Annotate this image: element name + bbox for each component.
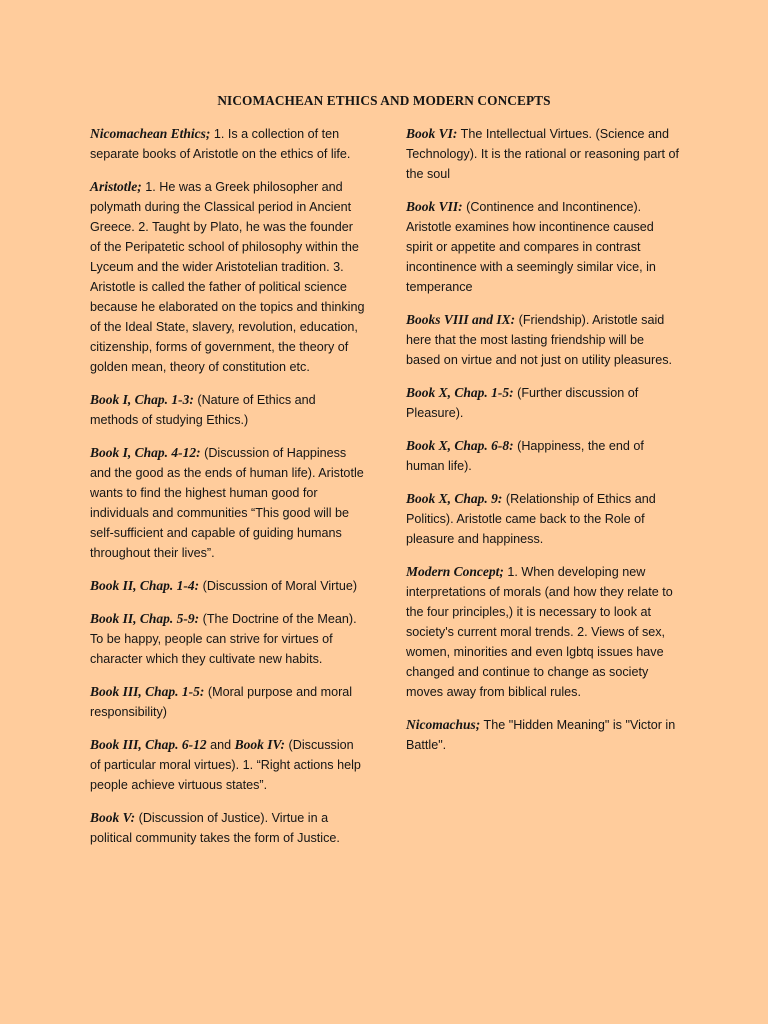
entry-text: (Continence and Incontinence). Aristotle examines how incontinence caused spirit or appetite and compares in contrast incontinence with a seemingly similar vice, in temperance xyxy=(406,200,656,294)
entry-text: 1. When developing new interpretations of morals (and how they relate to the four principles,) it is necessary to look at society's current moral trends. 2. Views of sex, women, minorities and even lgbtq issues have changed and continue to change as society moves away from biblical rules. xyxy=(406,565,673,699)
entry-book-1-chap-1-3 xyxy=(90,390,365,430)
entry-books-8-and-9 xyxy=(406,310,681,370)
entry-term: Book VI: xyxy=(406,126,458,141)
entry-term: Book II, Chap. 1-4: xyxy=(90,578,200,593)
entry-text: (Discussion of Justice). Virtue in a political community takes the form of Justice. xyxy=(90,811,340,845)
entry-term: Book V: xyxy=(90,810,136,825)
entry-modern-concept xyxy=(406,562,681,702)
entry-term: Book X, Chap. 6-8: xyxy=(406,438,514,453)
entry-book-3-chap-6-12-and-book-4 xyxy=(90,735,365,795)
entry-term: Book X, Chap. 1-5: xyxy=(406,385,514,400)
entry-text: (Nature of Ethics and methods of studying Ethics.) xyxy=(90,393,316,427)
entry-text: (Further discussion of Pleasure). xyxy=(406,386,639,420)
entry-term: Book I, Chap. 4-12: xyxy=(90,445,201,460)
entry-term: Book VII: xyxy=(406,199,463,214)
entry-aristotle xyxy=(90,177,365,377)
entry-book-2-chap-1-4 xyxy=(90,576,365,596)
entry-nicomachean-ethics xyxy=(90,124,365,164)
entry-term: Modern Concept; xyxy=(406,564,504,579)
entry-text: The Intellectual Virtues. (Science and Technology). It is the rational or reasoning part of the soul xyxy=(406,127,680,181)
entry-book-10-chap-6-8 xyxy=(406,436,681,476)
entry-term: Book X, Chap. 9: xyxy=(406,491,503,506)
entry-text: (Friendship). Aristotle said here that the most lasting friendship will be based on virtue and not just on utility pleasures. xyxy=(406,313,673,367)
entry-book-5 xyxy=(90,808,365,848)
document-title: NICOMACHEAN ETHICS AND MODERN CONCEPTS xyxy=(217,93,551,108)
entry-text: (Discussion of particular moral virtues). 1. “Right actions help people achieve virtuous states”. xyxy=(90,738,361,792)
entry-term: Book III, Chap. 6-12 xyxy=(90,737,207,752)
entry-book-3-chap-1-5 xyxy=(90,682,365,722)
entry-text: 1. Is a collection of ten separate books of Aristotle on the ethics of life. xyxy=(90,127,351,161)
entry-book-10-chap-1-5 xyxy=(406,383,681,423)
entry-nicomachus xyxy=(406,715,681,755)
entry-term: Book III, Chap. 1-5: xyxy=(90,684,205,699)
entry-text: (Happiness, the end of human life). xyxy=(406,439,644,473)
entry-connector: and xyxy=(206,738,235,752)
entry-book-1-chap-4-12 xyxy=(90,443,365,563)
entry-term: Books VIII and IX: xyxy=(406,312,516,327)
entry-text: (The Doctrine of the Mean). To be happy, people can strive for virtues of character which they cultivate new habits. xyxy=(90,612,357,666)
entry-term: Aristotle; xyxy=(90,179,142,194)
entry-term: Book I, Chap. 1-3: xyxy=(90,392,194,407)
entry-text: (Discussion of Moral Virtue) xyxy=(199,579,358,593)
entry-term-secondary: Book IV: xyxy=(234,737,286,752)
entry-text: (Moral purpose and moral responsibility) xyxy=(90,685,353,719)
right-column xyxy=(406,124,681,768)
entry-text: 1. He was a Greek philosopher and polymath during the Classical period in Ancient Greece. 2. Taught by Plato, he was the founder of the Peripatetic school of philosophy within the Lyceum and the wider Aristotelian tradition. 3. Aristotle is called the father of political science because he elaborated on the topics and thinking of the Ideal State, slavery, revolution, education, citizenship, forms of government, the theory of golden mean, theory of constitution etc. xyxy=(90,180,365,374)
entry-book-2-chap-5-9 xyxy=(90,609,365,669)
entry-book-7 xyxy=(406,197,681,297)
entry-term: Nicomachean Ethics; xyxy=(90,126,211,141)
entry-term: Book II, Chap. 5-9: xyxy=(90,611,200,626)
entry-book-10-chap-9 xyxy=(406,489,681,549)
left-column xyxy=(90,124,365,861)
entry-book-6 xyxy=(406,124,681,184)
entry-text: (Discussion of Happiness and the good as the ends of human life). Aristotle wants to find the highest human good for individuals and communities “This good will be self-sufficient and capable of guiding humans throughout their lives”. xyxy=(90,446,364,560)
entry-text: (Relationship of Ethics and Politics). Aristotle came back to the Role of pleasure and happiness. xyxy=(406,492,656,546)
entry-text: The "Hidden Meaning" is "Victor in Battle". xyxy=(406,718,676,752)
entry-term: Nicomachus; xyxy=(406,717,481,732)
